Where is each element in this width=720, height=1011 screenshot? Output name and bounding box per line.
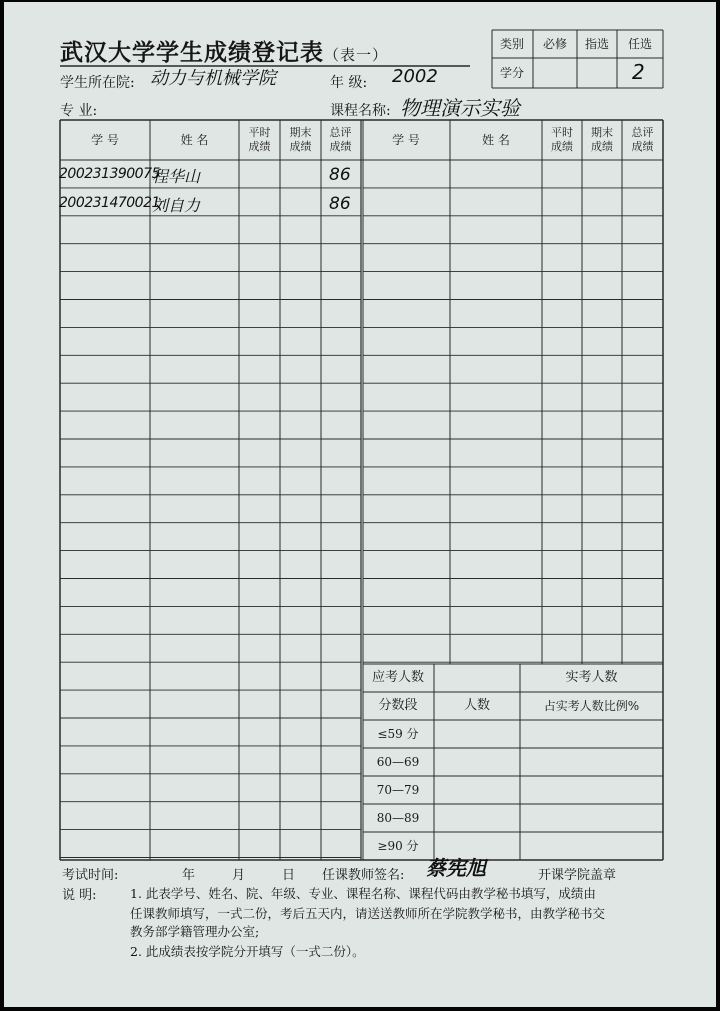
- actual-count-label: 实考人数: [565, 669, 618, 685]
- course-value: 物理演示实验: [400, 96, 520, 120]
- college-value: 动力与机械学院: [150, 68, 276, 89]
- range-row: 80—89: [376, 810, 420, 825]
- college-seal-label: 开课学院盖章: [538, 868, 617, 883]
- category-label: 类别: [499, 36, 524, 51]
- header-exam-left: 期末 成绩: [289, 126, 312, 153]
- header-exam-right: 期末 成绩: [591, 126, 613, 153]
- category-required: 必修: [542, 36, 567, 51]
- row1-total: 86: [329, 165, 351, 185]
- count-header: 人数: [463, 697, 490, 713]
- header-student-id-left: 学 号: [91, 132, 119, 147]
- row1-student-id: 200231390075: [59, 166, 160, 182]
- teacher-sign-label: 任课教师签名:: [322, 868, 405, 883]
- range-row: ≤59 分: [377, 726, 419, 741]
- category-elective: 任选: [627, 36, 652, 51]
- page-title: 武汉大学学生成绩登记表（表一）: [60, 39, 389, 66]
- note-1-line-3: 教务部学籍管理办公室;: [130, 924, 260, 939]
- range-row: 70—79: [376, 782, 420, 797]
- notes-label: 说 明:: [62, 888, 97, 903]
- exam-month: 月: [232, 868, 246, 883]
- page-subtitle: （表一）: [324, 46, 389, 64]
- major-label: 专 业:: [60, 103, 98, 119]
- header-total-left: 总评 成绩: [329, 126, 352, 153]
- note-1-line-2: 任课教师填写，一式二份，考后五天内，请送送教师所在学院教学秘书，由教学秘书交: [130, 906, 606, 921]
- course-label: 课程名称:: [330, 103, 391, 119]
- grade-label: 年 级:: [330, 75, 368, 91]
- credit-label: 学分: [499, 65, 524, 80]
- header-student-id-right: 学 号: [392, 132, 420, 147]
- header-regular-left: 平时 成绩: [248, 126, 271, 153]
- range-row: ≥90 分: [377, 838, 419, 853]
- row2-name: 刘自力: [152, 196, 201, 215]
- header-name-right: 姓 名: [482, 132, 510, 147]
- category-designated: 指选: [584, 36, 609, 51]
- range-header: 分数段: [378, 697, 418, 713]
- ratio-header: 占实考人数比例%: [543, 698, 640, 713]
- row1-name: 程华山: [152, 167, 201, 186]
- header-name-left: 姓 名: [180, 132, 209, 147]
- grade-value: 2002: [392, 66, 438, 87]
- range-row: 60—69: [376, 754, 420, 769]
- row2-student-id: 200231470021: [59, 195, 160, 211]
- header-total-right: 总评 成绩: [631, 126, 654, 153]
- exam-time-label: 考试时间:: [62, 868, 119, 883]
- college-label: 学生所在院:: [60, 75, 135, 91]
- note-2: 2. 此成绩表按学院分开填写（一式二份）。: [130, 944, 365, 959]
- row2-total: 86: [329, 194, 351, 214]
- note-1-line-1: 1. 此表学号、姓名、院、年级、专业、课程名称、课程代码由教学秘书填写，成绩由: [130, 886, 596, 901]
- header-regular-right: 平时 成绩: [551, 126, 573, 153]
- exam-year: 年: [182, 868, 196, 883]
- credit-value: 2: [632, 60, 645, 84]
- exam-day: 日: [282, 868, 296, 883]
- teacher-signature: 蔡宪旭: [426, 856, 486, 880]
- expected-count-label: 应考人数: [371, 669, 424, 685]
